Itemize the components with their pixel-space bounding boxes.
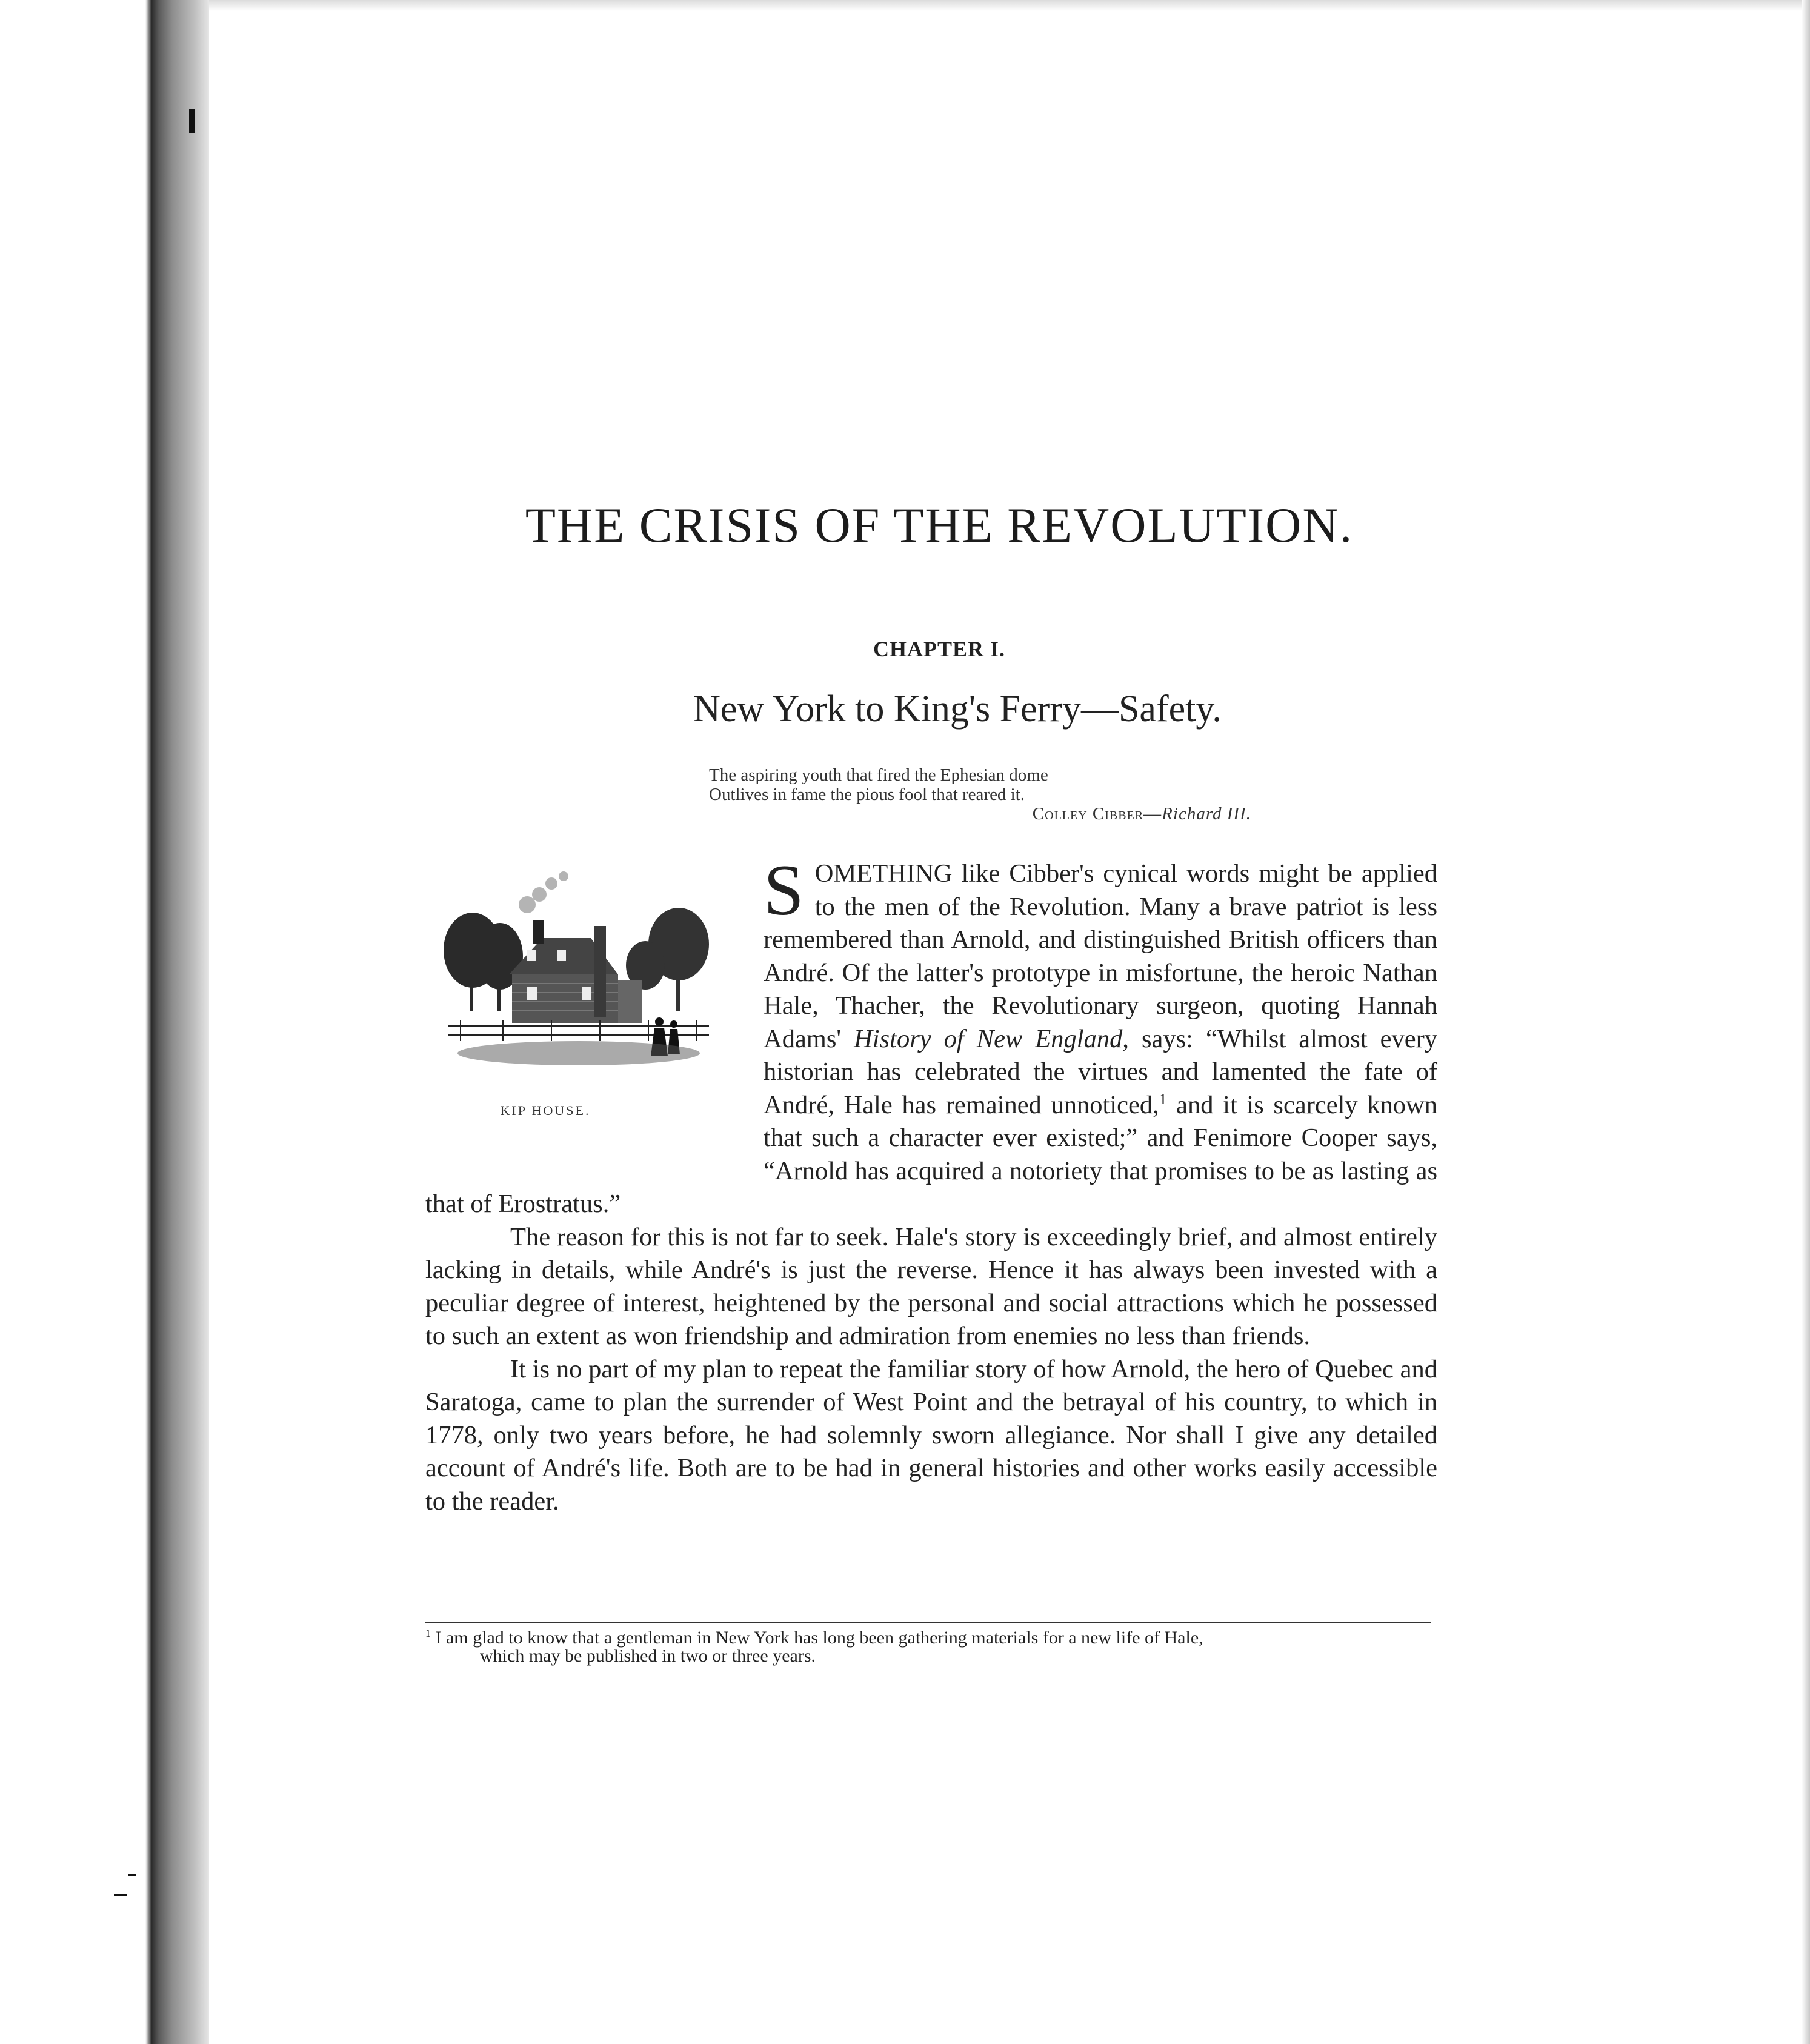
scan-mark (114, 1894, 127, 1896)
epigraph-line: The aspiring youth that fired the Ephesian dome (709, 765, 1048, 785)
epigraph-line: Outlives in fame the pious fool that reared it. (709, 785, 1025, 804)
illustration-space (425, 857, 764, 1160)
epigraph-dash: — (1143, 804, 1162, 824)
paragraph-text: , says: “Whilst almost every historian has celebrated the virtues and lamented the fate of André, Hale has remained unnoticed, (764, 1024, 1437, 1119)
scan-mark (128, 1874, 136, 1876)
epigraph-attribution (709, 804, 1266, 824)
footnote (425, 1629, 1431, 1665)
footnote-text: which may be published in two or three years. (480, 1646, 816, 1666)
paragraph-text: and it is scarcely known that such a character ever existed;” and Fenimore Cooper says, “Arnold has acquired a notoriety that promises to be as lasting as that of Erostratus.” (425, 1090, 1437, 1218)
paragraph: The reason for this is not far to seek. Hale's story is exceedingly brief, and almost entirely lacking in details, while André's is just the reverse. Hence it has always been invested with a peculiar degree of interest, heightened by the personal and social attractions which he possessed to such an extent as won friendship and admiration from enemies no less than friends. (425, 1222, 1437, 1350)
scan-mark (189, 109, 195, 133)
epigraph-author: Colley Cibber (1032, 804, 1144, 824)
epigraph-work: Richard III. (1162, 804, 1251, 824)
chapter-heading: CHAPTER I. (873, 637, 1006, 661)
page-right-edge (1802, 0, 1810, 2044)
footnote-rule (425, 1622, 1431, 1623)
epigraph (709, 765, 1266, 824)
page-title: THE CRISIS OF THE REVOLUTION. (525, 498, 1354, 553)
drop-cap: S (764, 850, 804, 930)
illustration-caption: KIP HOUSE. (500, 1103, 591, 1118)
chapter-subtitle: New York to King's Ferry—Safety. (693, 688, 1222, 730)
paragraph: It is no part of my plan to repeat the familiar story of how Arnold, the hero of Quebec and Saratoga, came to plan the surrender of West Point and the betrayal of his country, to which in 1778, only two years before, he had solemnly sworn allegiance. Nor shall I give any detailed account of André's life. Both are to be had in general histories and other works easily accessible to the reader. (425, 1354, 1437, 1516)
footnote-reference: 1 (1159, 1090, 1167, 1108)
page-gutter-shadow (0, 0, 209, 2044)
footnote-text: I am glad to know that a gentleman in New York has long been gathering materials for a new life of Hale, (435, 1628, 1203, 1648)
footnote-marker: 1 (425, 1627, 431, 1639)
chapter-body (425, 850, 1437, 1518)
paragraph-text: OMETHING like Cibber's cynical words might be applied to the men of the Revolution. Many a brave patriot is less remembered than Arnold, and distinguished British officers than André. Of the latter's prototype in misfortune, the heroic Nathan Hale, Thacher, the Revolutionary surgeon, quoting Hannah Adams' (764, 859, 1437, 1053)
book-title: History of New England (854, 1024, 1123, 1053)
page-top-shade (209, 0, 1802, 11)
